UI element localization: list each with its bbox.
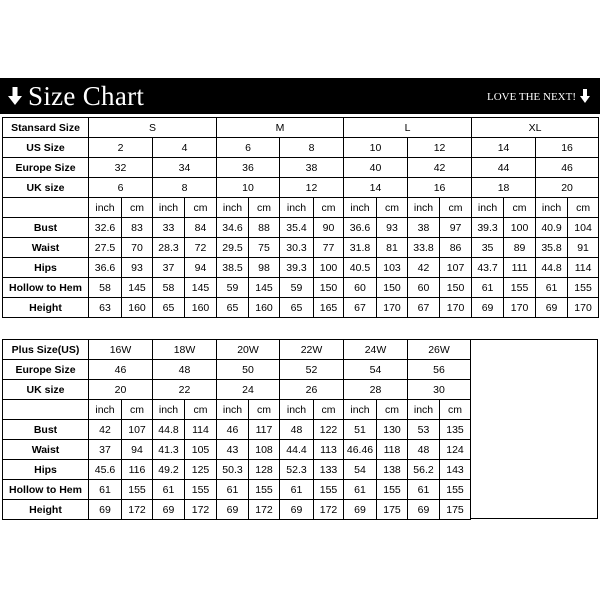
measurement-cell: 100: [314, 258, 344, 278]
measurement-cell: 37: [89, 440, 122, 460]
measurement-cell: 61: [217, 480, 249, 500]
measurement-cell: 114: [568, 258, 599, 278]
uk-size-cell: 20: [536, 178, 599, 198]
down-arrow-icon: [580, 89, 590, 104]
measurement-cell: 43: [217, 440, 249, 460]
page-title: Size Chart: [28, 81, 145, 111]
measurement-cell: 34.6: [217, 218, 249, 238]
uk-size-cell: 28: [344, 380, 408, 400]
measurement-cell: 61: [536, 278, 568, 298]
measurement-cell: 54: [344, 460, 377, 480]
measurement-cell: 165: [314, 298, 344, 318]
measurement-cell: 107: [440, 258, 472, 278]
row-label: Stansard Size: [3, 118, 89, 138]
measurement-cell: 172: [314, 500, 344, 520]
measurement-cell: 125: [185, 460, 217, 480]
measurement-cell: 84: [185, 218, 217, 238]
measurement-cell: 51: [344, 420, 377, 440]
measurement-cell: 44.8: [153, 420, 185, 440]
measurement-cell: 90: [314, 218, 344, 238]
measurement-row: [3, 298, 599, 318]
uk-size-cell: 10: [217, 178, 280, 198]
measurement-cell: 150: [377, 278, 408, 298]
measurement-cell: 155: [504, 278, 536, 298]
measurement-cell: 145: [122, 278, 153, 298]
row-label: UK size: [3, 178, 89, 198]
unit-cell: cm: [249, 400, 280, 420]
measurement-cell: 170: [568, 298, 599, 318]
plus-size-cell: 22W: [280, 340, 344, 360]
unit-cell: inch: [89, 198, 122, 218]
measurement-cell: 44.4: [280, 440, 314, 460]
measurement-cell: 175: [377, 500, 408, 520]
europe-size-cell: 46: [89, 360, 153, 380]
measurement-cell: 35: [472, 238, 504, 258]
unit-cell: inch: [280, 198, 314, 218]
unit-cell: inch: [408, 400, 440, 420]
uk-size-cell: 24: [217, 380, 280, 400]
plus-size-cell: 20W: [217, 340, 280, 360]
measurement-cell: 81: [377, 238, 408, 258]
us-size-cell: 14: [472, 138, 536, 158]
measurement-cell: 91: [568, 238, 599, 258]
unit-cell: cm: [185, 400, 217, 420]
measurement-row: [3, 258, 599, 278]
measurement-cell: 40.5: [344, 258, 377, 278]
measurement-cell: 138: [377, 460, 408, 480]
europe-size-cell: 40: [344, 158, 408, 178]
europe-size-row: [3, 158, 599, 178]
measurement-cell: 104: [568, 218, 599, 238]
measurement-cell: 124: [440, 440, 471, 460]
uk-size-cell: 26: [280, 380, 344, 400]
europe-size-cell: 36: [217, 158, 280, 178]
measurement-cell: 77: [314, 238, 344, 258]
measurement-cell: 160: [185, 298, 217, 318]
plus-size-cell: 26W: [408, 340, 471, 360]
uk-size-cell: 12: [280, 178, 344, 198]
measurement-cell: 113: [314, 440, 344, 460]
measurement-cell: 75: [249, 238, 280, 258]
measurement-cell: 33: [153, 218, 185, 238]
measurement-cell: 69: [536, 298, 568, 318]
measurement-cell: 111: [504, 258, 536, 278]
row-label: Bust: [3, 420, 89, 440]
europe-size-cell: 34: [153, 158, 217, 178]
europe-size-cell: 50: [217, 360, 280, 380]
measurement-cell: 83: [122, 218, 153, 238]
row-label: Hips: [3, 258, 89, 278]
row-label: Hollow to Hem: [3, 278, 89, 298]
measurement-cell: 94: [122, 440, 153, 460]
measurement-cell: 93: [122, 258, 153, 278]
measurement-cell: 160: [249, 298, 280, 318]
measurement-cell: 35.8: [536, 238, 568, 258]
size-cell: L: [344, 118, 472, 138]
unit-cell: cm: [249, 198, 280, 218]
measurement-cell: 130: [377, 420, 408, 440]
measurement-row: [3, 460, 471, 480]
unit-row: [3, 400, 471, 420]
unit-cell: inch: [153, 400, 185, 420]
measurement-cell: 63: [89, 298, 122, 318]
plus-size-cell: 18W: [153, 340, 217, 360]
unit-cell: cm: [314, 400, 344, 420]
standard-size-table: [2, 117, 599, 318]
measurement-cell: 86: [440, 238, 472, 258]
measurement-cell: 56.2: [408, 460, 440, 480]
unit-cell: inch: [89, 400, 122, 420]
measurement-cell: 172: [185, 500, 217, 520]
row-label: Hollow to Hem: [3, 480, 89, 500]
europe-size-cell: 48: [153, 360, 217, 380]
measurement-row: [3, 500, 471, 520]
unit-cell: inch: [536, 198, 568, 218]
tagline: LOVE THE NEXT!: [487, 91, 576, 103]
measurement-cell: 103: [377, 258, 408, 278]
uk-size-cell: 14: [344, 178, 408, 198]
unit-cell: inch: [217, 400, 249, 420]
row-label: Bust: [3, 218, 89, 238]
measurement-cell: 33.8: [408, 238, 440, 258]
standard-size-row: [3, 118, 599, 138]
unit-cell: inch: [472, 198, 504, 218]
plus-size-cell: 16W: [89, 340, 153, 360]
europe-size-cell: 44: [472, 158, 536, 178]
uk-size-cell: 16: [408, 178, 472, 198]
europe-size-cell: 54: [344, 360, 408, 380]
measurement-cell: 150: [314, 278, 344, 298]
measurement-cell: 42: [89, 420, 122, 440]
measurement-cell: 43.7: [472, 258, 504, 278]
unit-cell: cm: [314, 198, 344, 218]
unit-cell: inch: [280, 400, 314, 420]
unit-cell: cm: [122, 198, 153, 218]
measurement-cell: 58: [89, 278, 122, 298]
row-label: Plus Size(US): [3, 340, 89, 360]
us-size-cell: 12: [408, 138, 472, 158]
measurement-cell: 145: [185, 278, 217, 298]
measurement-cell: 61: [472, 278, 504, 298]
measurement-cell: 69: [472, 298, 504, 318]
europe-size-row: [3, 360, 471, 380]
measurement-row: [3, 218, 599, 238]
measurement-cell: 45.6: [89, 460, 122, 480]
measurement-cell: 39.3: [472, 218, 504, 238]
measurement-cell: 65: [217, 298, 249, 318]
measurement-cell: 155: [440, 480, 471, 500]
measurement-cell: 52.3: [280, 460, 314, 480]
unit-cell: cm: [568, 198, 599, 218]
row-label: Europe Size: [3, 360, 89, 380]
measurement-cell: 59: [217, 278, 249, 298]
measurement-cell: 38: [408, 218, 440, 238]
unit-cell: cm: [440, 400, 471, 420]
measurement-cell: 48: [280, 420, 314, 440]
measurement-row: [3, 440, 471, 460]
measurement-cell: 42: [408, 258, 440, 278]
measurement-cell: 170: [377, 298, 408, 318]
measurement-cell: 70: [122, 238, 153, 258]
measurement-cell: 170: [440, 298, 472, 318]
unit-row: [3, 198, 599, 218]
us-size-cell: 10: [344, 138, 408, 158]
uk-size-cell: 18: [472, 178, 536, 198]
uk-size-cell: 6: [89, 178, 153, 198]
plus-size-table: [2, 339, 471, 520]
measurement-row: [3, 238, 599, 258]
measurement-cell: 35.4: [280, 218, 314, 238]
measurement-cell: 30.3: [280, 238, 314, 258]
europe-size-cell: 38: [280, 158, 344, 178]
uk-size-cell: 20: [89, 380, 153, 400]
measurement-cell: 61: [280, 480, 314, 500]
unit-cell: cm: [185, 198, 217, 218]
measurement-cell: 116: [122, 460, 153, 480]
measurement-cell: 114: [185, 420, 217, 440]
measurement-cell: 100: [504, 218, 536, 238]
measurement-cell: 107: [122, 420, 153, 440]
us-size-cell: 4: [153, 138, 217, 158]
measurement-cell: 29.5: [217, 238, 249, 258]
unit-cell: cm: [377, 198, 408, 218]
us-size-cell: 2: [89, 138, 153, 158]
measurement-cell: 67: [408, 298, 440, 318]
uk-size-row: [3, 380, 471, 400]
unit-cell: inch: [344, 198, 377, 218]
measurement-cell: 65: [280, 298, 314, 318]
measurement-cell: 61: [408, 480, 440, 500]
row-label: Waist: [3, 440, 89, 460]
plus-size-row: [3, 340, 471, 360]
measurement-cell: 94: [185, 258, 217, 278]
measurement-cell: 49.2: [153, 460, 185, 480]
measurement-cell: 143: [440, 460, 471, 480]
measurement-cell: 155: [314, 480, 344, 500]
blank-cell: [3, 198, 89, 218]
measurement-cell: 28.3: [153, 238, 185, 258]
measurement-cell: 59: [280, 278, 314, 298]
measurement-cell: 37: [153, 258, 185, 278]
measurement-cell: 44.8: [536, 258, 568, 278]
europe-size-cell: 32: [89, 158, 153, 178]
unit-cell: inch: [217, 198, 249, 218]
row-label: Height: [3, 500, 89, 520]
measurement-cell: 108: [249, 440, 280, 460]
measurement-cell: 89: [504, 238, 536, 258]
standard-measurement-rows: [3, 218, 599, 318]
measurement-cell: 27.5: [89, 238, 122, 258]
measurement-cell: 172: [249, 500, 280, 520]
measurement-cell: 97: [440, 218, 472, 238]
us-size-row: [3, 138, 599, 158]
measurement-cell: 69: [217, 500, 249, 520]
measurement-cell: 155: [185, 480, 217, 500]
measurement-cell: 93: [377, 218, 408, 238]
measurement-cell: 69: [153, 500, 185, 520]
measurement-cell: 65: [153, 298, 185, 318]
measurement-cell: 98: [249, 258, 280, 278]
measurement-cell: 155: [568, 278, 599, 298]
uk-size-cell: 30: [408, 380, 471, 400]
measurement-cell: 32.6: [89, 218, 122, 238]
measurement-cell: 36.6: [89, 258, 122, 278]
unit-cell: inch: [344, 400, 377, 420]
measurement-cell: 175: [440, 500, 471, 520]
us-size-cell: 16: [536, 138, 599, 158]
measurement-cell: 69: [280, 500, 314, 520]
plus-table-empty-frame: [470, 339, 598, 519]
down-arrow-icon: [8, 86, 22, 106]
measurement-cell: 88: [249, 218, 280, 238]
uk-size-row: [3, 178, 599, 198]
measurement-cell: 40.9: [536, 218, 568, 238]
measurement-cell: 36.6: [344, 218, 377, 238]
measurement-row: [3, 480, 471, 500]
europe-size-cell: 46: [536, 158, 599, 178]
measurement-row: [3, 278, 599, 298]
measurement-cell: 69: [89, 500, 122, 520]
unit-cell: inch: [408, 198, 440, 218]
measurement-cell: 118: [377, 440, 408, 460]
measurement-cell: 67: [344, 298, 377, 318]
measurement-cell: 58: [153, 278, 185, 298]
europe-size-cell: 42: [408, 158, 472, 178]
measurement-cell: 155: [122, 480, 153, 500]
measurement-cell: 155: [249, 480, 280, 500]
unit-cell: cm: [440, 198, 472, 218]
measurement-cell: 46.46: [344, 440, 377, 460]
measurement-cell: 145: [249, 278, 280, 298]
unit-cell: cm: [504, 198, 536, 218]
measurement-cell: 61: [153, 480, 185, 500]
measurement-row: [3, 420, 471, 440]
row-label: Hips: [3, 460, 89, 480]
measurement-cell: 117: [249, 420, 280, 440]
unit-cell: inch: [153, 198, 185, 218]
measurement-cell: 155: [377, 480, 408, 500]
measurement-cell: 39.3: [280, 258, 314, 278]
measurement-cell: 135: [440, 420, 471, 440]
row-label: UK size: [3, 380, 89, 400]
plus-size-cell: 24W: [344, 340, 408, 360]
measurement-cell: 53: [408, 420, 440, 440]
measurement-cell: 41.3: [153, 440, 185, 460]
measurement-cell: 61: [89, 480, 122, 500]
uk-size-cell: 22: [153, 380, 217, 400]
measurement-cell: 160: [122, 298, 153, 318]
measurement-cell: 69: [344, 500, 377, 520]
measurement-cell: 50.3: [217, 460, 249, 480]
size-cell: XL: [472, 118, 599, 138]
measurement-cell: 69: [408, 500, 440, 520]
row-label: Waist: [3, 238, 89, 258]
measurement-cell: 105: [185, 440, 217, 460]
plus-measurement-rows: [3, 420, 471, 520]
measurement-cell: 128: [249, 460, 280, 480]
size-cell: S: [89, 118, 217, 138]
measurement-cell: 72: [185, 238, 217, 258]
row-label: Europe Size: [3, 158, 89, 178]
measurement-cell: 61: [344, 480, 377, 500]
europe-size-cell: 56: [408, 360, 471, 380]
measurement-cell: 170: [504, 298, 536, 318]
measurement-cell: 48: [408, 440, 440, 460]
us-size-cell: 8: [280, 138, 344, 158]
measurement-cell: 60: [408, 278, 440, 298]
measurement-cell: 122: [314, 420, 344, 440]
row-label: US Size: [3, 138, 89, 158]
size-cell: M: [217, 118, 344, 138]
row-label: Height: [3, 298, 89, 318]
blank-cell: [3, 400, 89, 420]
measurement-cell: 31.8: [344, 238, 377, 258]
unit-cell: cm: [122, 400, 153, 420]
measurement-cell: 172: [122, 500, 153, 520]
measurement-cell: 38.5: [217, 258, 249, 278]
unit-cell: cm: [377, 400, 408, 420]
measurement-cell: 133: [314, 460, 344, 480]
europe-size-cell: 52: [280, 360, 344, 380]
measurement-cell: 150: [440, 278, 472, 298]
size-chart-banner: [0, 78, 600, 114]
us-size-cell: 6: [217, 138, 280, 158]
measurement-cell: 60: [344, 278, 377, 298]
uk-size-cell: 8: [153, 178, 217, 198]
measurement-cell: 46: [217, 420, 249, 440]
